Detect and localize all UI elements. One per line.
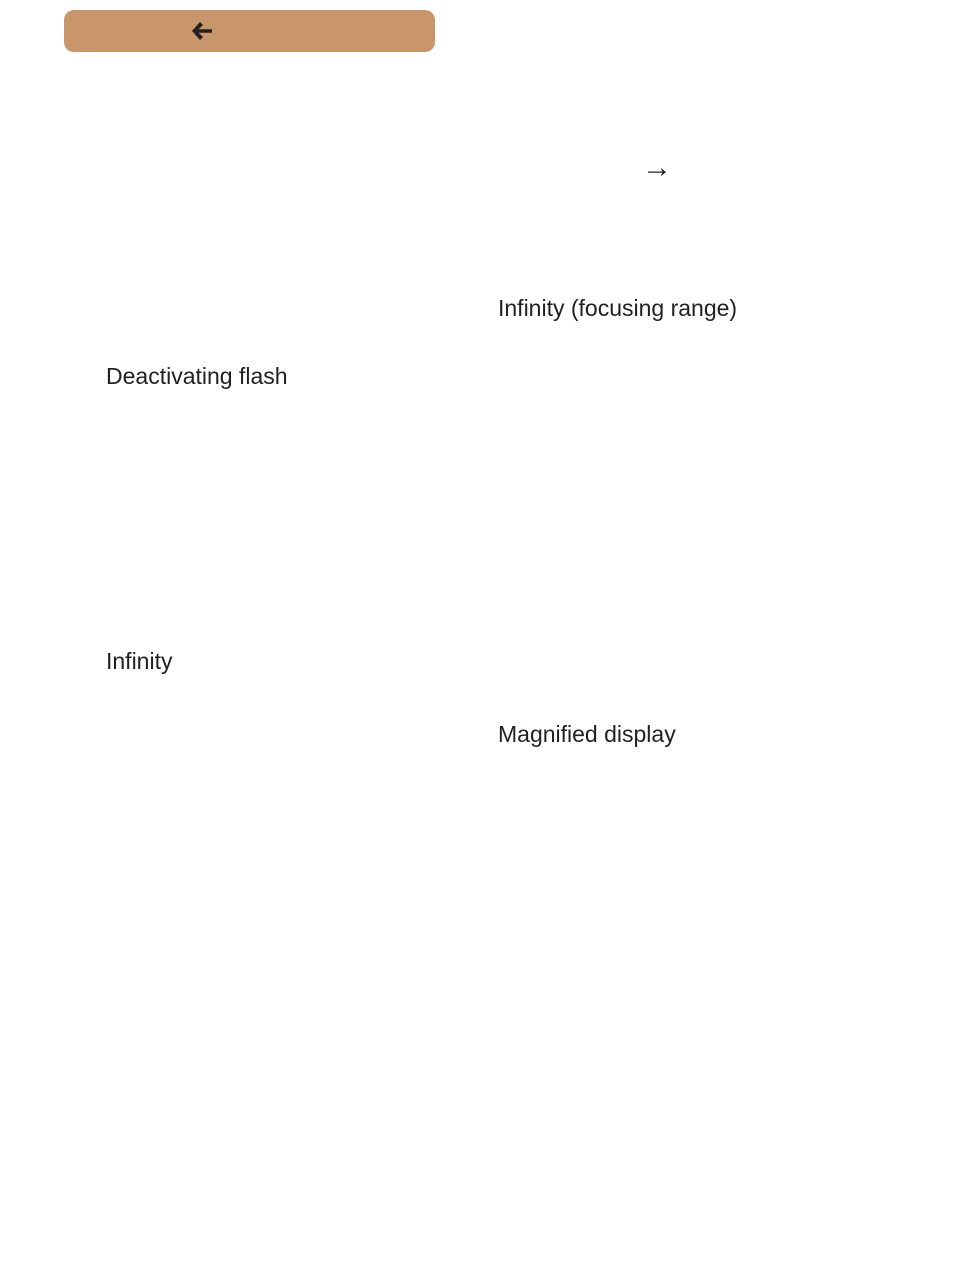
back-navigation-bar[interactable] [64, 10, 435, 52]
index-entry-infinity[interactable]: Infinity [106, 648, 173, 674]
arrow-glyph: → [642, 151, 672, 184]
index-entry-magnified-display[interactable]: Magnified display [498, 721, 676, 747]
index-entry-infinity-focusing-range[interactable]: Infinity (focusing range) [498, 295, 738, 321]
arrow-left-icon[interactable] [190, 19, 214, 43]
index-entry-deactivating-flash[interactable]: Deactivating flash [106, 363, 288, 389]
